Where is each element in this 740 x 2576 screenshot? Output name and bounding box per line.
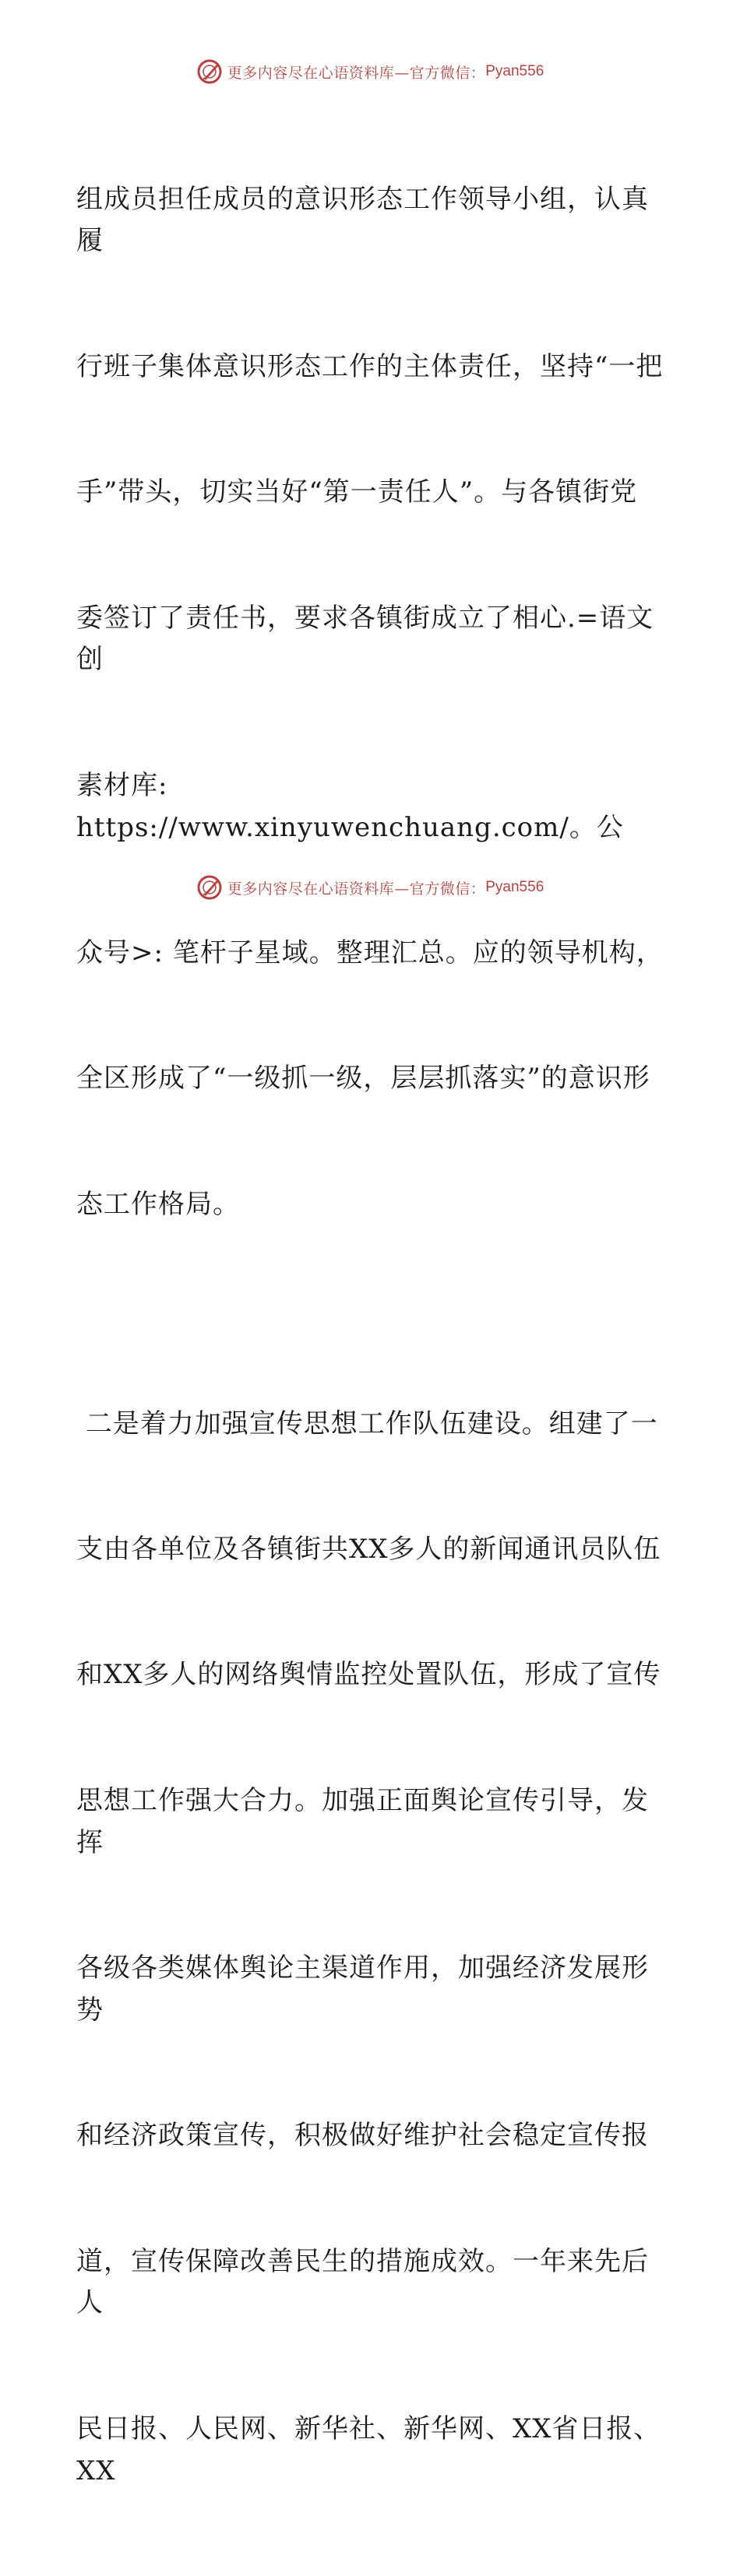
document-body bbox=[76, 95, 668, 2576]
text-line: 道，宣传保障改善民生的措施成效。一年来先后人 bbox=[76, 2245, 649, 2319]
text-line: 各级各类媒体舆论主渠道作用，加强经济发展形势 bbox=[76, 1952, 649, 2026]
footer-banner-text: 更多内容尽在心语资料库—官方微信： bbox=[227, 880, 486, 898]
pen-logo-icon bbox=[196, 874, 223, 901]
paragraph-2 bbox=[76, 1320, 668, 2576]
text-line: 组成员担任成员的意识形态工作领导小组，认真履 bbox=[76, 183, 649, 257]
header-banner-text: 更多内容尽在心语资料库—官方微信： bbox=[227, 64, 486, 82]
header-wechat-id: Pyan556 bbox=[485, 63, 544, 79]
text-line: 众号>: 笔杆子星域。整理汇总。应的领导机构， bbox=[76, 937, 664, 968]
text-line: 委签订了责任书，要求各镇街成立了相心.=语文创 bbox=[76, 602, 654, 676]
paragraph-1 bbox=[76, 95, 668, 1309]
footer-watermark-banner bbox=[0, 872, 740, 903]
text-line: 手”带头，切实当好“第一责任人”。与各镇街党 bbox=[76, 476, 638, 508]
header-watermark-banner bbox=[0, 56, 740, 87]
text-line: 全区形成了“一级抓一级，层层抓落实”的意识形 bbox=[76, 1063, 650, 1095]
footer-wechat-id: Pyan556 bbox=[485, 879, 544, 895]
text-line: 和经济政策宣传，积极做好维护社会稳定宣传报 bbox=[76, 2120, 649, 2152]
text-line: 和XX多人的网络舆情监控处置队伍，形成了宣传 bbox=[76, 1659, 661, 1691]
text-line: 思想工作强大合力。加强正面舆论宣传引导，发挥 bbox=[76, 1784, 649, 1858]
text-line: 二是着力加强宣传思想工作队伍建设。组建了一 bbox=[76, 1407, 658, 1439]
text-line: 态工作格局。 bbox=[76, 1188, 240, 1220]
pen-logo-icon bbox=[196, 58, 223, 85]
text-line: 素材库: https://www.xinyuwenchuang.com/。公 bbox=[76, 769, 624, 843]
text-line: 行班子集体意识形态工作的主体责任，坚持“一把 bbox=[76, 350, 664, 382]
text-line: 支由各单位及各镇街共XX多人的新闻通讯员队伍 bbox=[76, 1534, 661, 1566]
text-line: 民日报、人民网、新华社、新华网、XX省日报、XX bbox=[76, 2413, 661, 2486]
